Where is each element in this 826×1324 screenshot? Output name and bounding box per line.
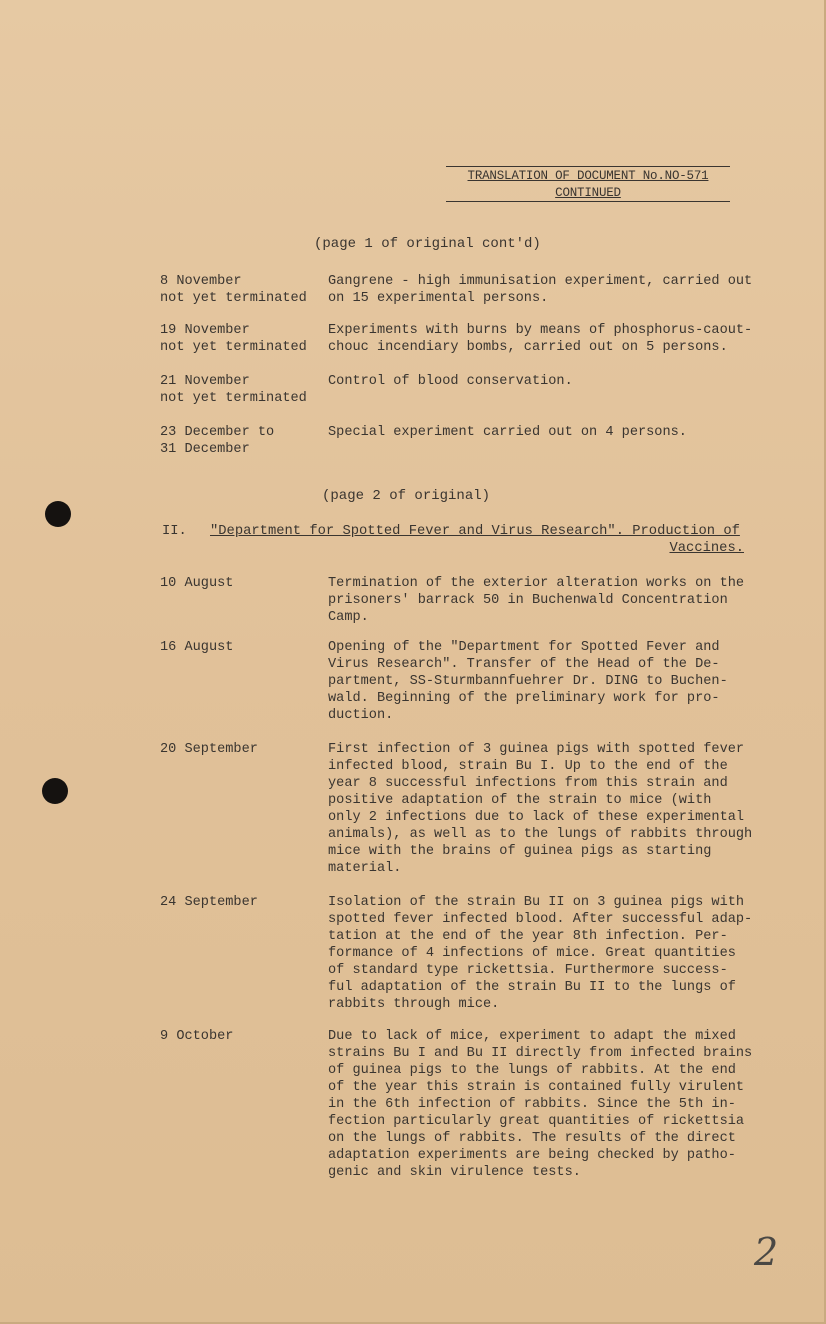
handwritten-page-number: 2 — [754, 1230, 779, 1274]
entry-text: Termination of the exterior alteration works on the prisoners' barrack 50 in Buchenwald Concentration Camp. — [328, 576, 745, 625]
punch-hole-bottom — [42, 778, 68, 804]
punch-hole-top — [45, 501, 71, 527]
entry-text: First infection of 3 guinea pigs with spotted fever infected blood, strain Bu I. Up to the end of the year 8 successful infections from this strain and positive adaptation of the strain to mice (with only 2 infections due to lack of these experimental animals), as well as to the lungs of rabbits through mice with the brains of guinea pigs as starting material. — [328, 742, 753, 876]
header-continued: CONTINUED — [555, 186, 621, 200]
page1-note: (page 1 of original cont'd) — [314, 236, 541, 252]
entry-text: Control of blood conservation. — [328, 374, 573, 389]
entry-text: Due to lack of mice, experiment to adapt the mixed strains Bu I and Bu II directly from infected brains of guinea pigs to the lungs of rabbits. At the end of the year this strain is contained fully virulent in the 6th infection of rabbits. Since the 5th in- fection particularly great quantities of rickettsia on the lungs of rabbits. The results of the direct adaptation experiments are being checked by patho- genic and skin virulence tests. — [328, 1029, 753, 1180]
page2-note: (page 2 of original) — [322, 488, 491, 504]
entry-date: 24 September — [160, 895, 258, 910]
entry-date: 10 August — [160, 576, 234, 591]
section-title: "Department for Spotted Fever and Virus Research". Production of — [210, 524, 740, 539]
entry-date: 9 October — [160, 1029, 234, 1044]
header-title: TRANSLATION OF DOCUMENT No.NO-571 — [467, 169, 709, 183]
entry-date: 20 September — [160, 742, 258, 757]
entry-text: Isolation of the strain Bu II on 3 guinea pigs with spotted fever infected blood. After successful adap- tation at the end of the year 8th infection. Per- formance of 4 infections of mice. Great quantities of standard type rickettsia. Furthermore success- ful adaptation of the strain Bu II to the lungs of rabbits through mice. — [328, 895, 753, 1012]
section-title-continued: Vaccines. — [669, 541, 744, 556]
entry-text: Experiments with burns by means of phosphorus-caout- chouc incendiary bombs, carried out on 5 persons. — [328, 323, 753, 355]
entry-text: Opening of the "Department for Spotted Fever and Virus Research". Transfer of the Head of the De- partment, SS-Sturmbannfuehrer Dr. DING to Buchen- wald. Beginning of the preliminary work for pro- duction. — [328, 640, 728, 723]
entry-date: 21 November not yet terminated — [160, 374, 307, 406]
entry-text: Special experiment carried out on 4 persons. — [328, 425, 687, 440]
header-rule-bottom — [446, 201, 730, 202]
entry-text: Gangrene - high immunisation experiment, carried out on 15 experimental persons. — [328, 274, 753, 306]
document-header — [444, 166, 732, 202]
entry-date: 19 November not yet terminated — [160, 323, 307, 355]
section-number: II. — [162, 524, 187, 539]
entry-date: 16 August — [160, 640, 234, 655]
entry-date: 8 November not yet terminated — [160, 274, 307, 306]
entry-date: 23 December to 31 December — [160, 425, 275, 457]
